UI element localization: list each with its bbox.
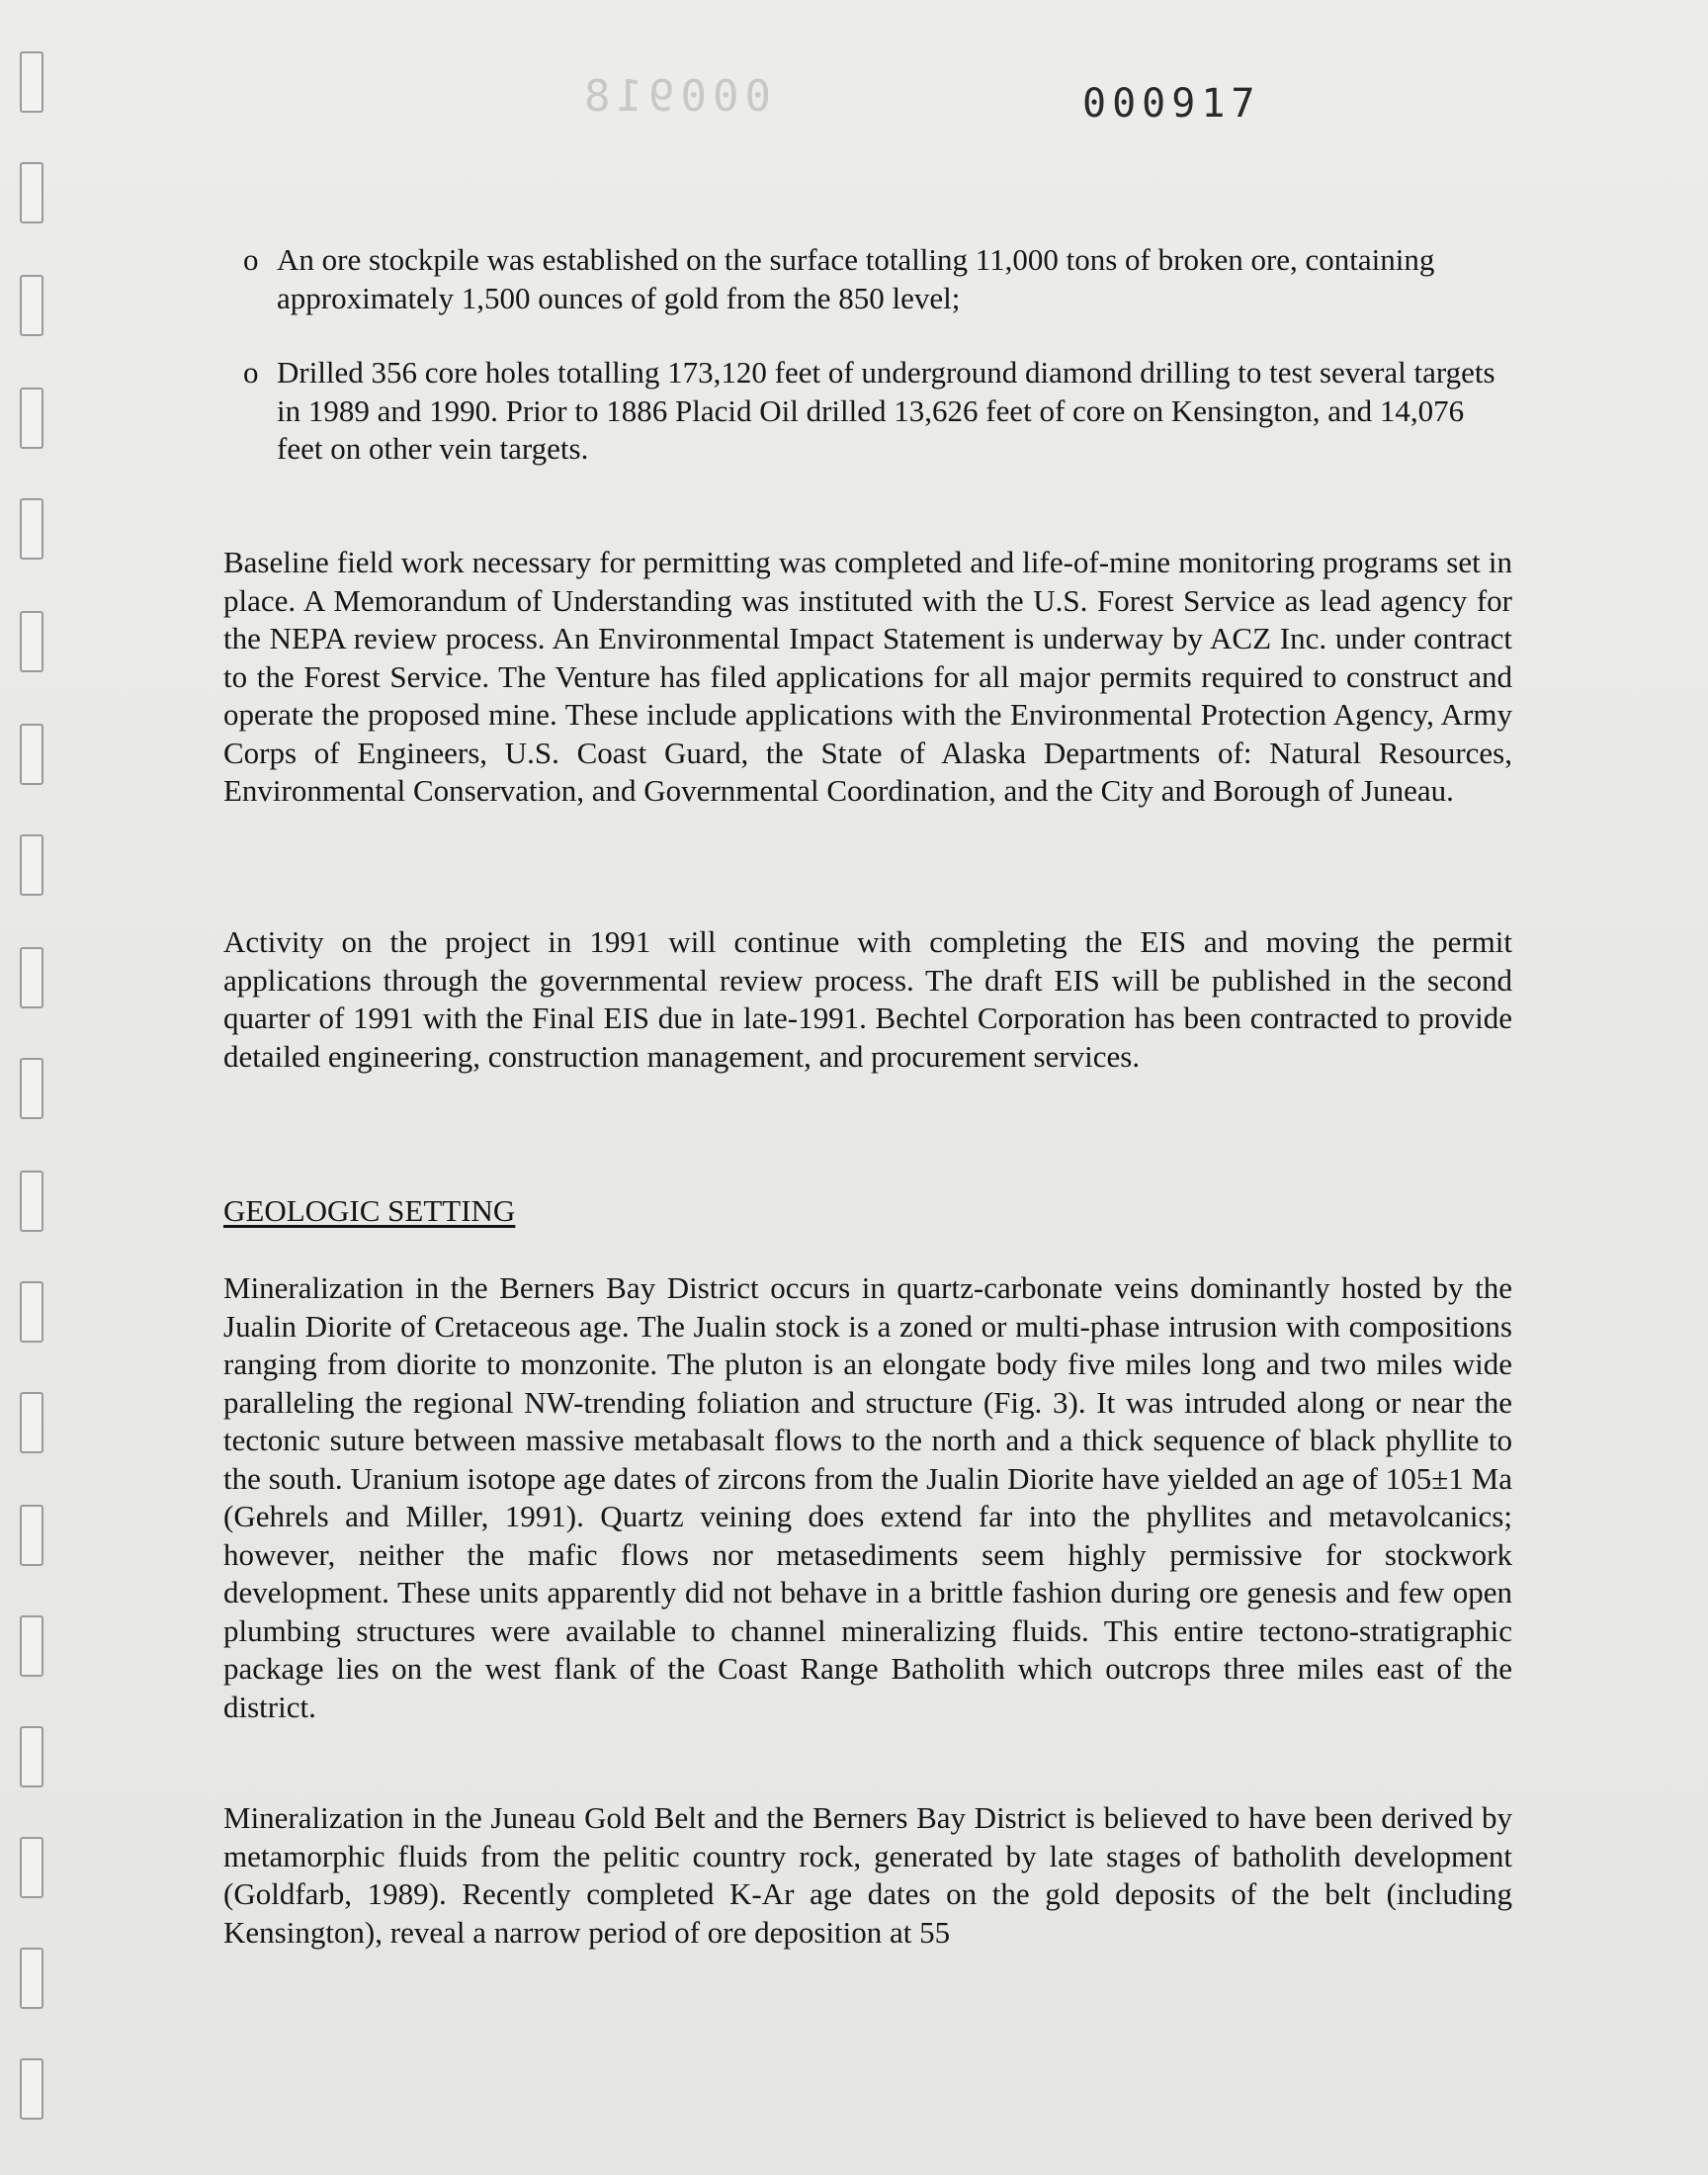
binder-hole [20, 724, 43, 785]
section-heading: GEOLOGIC SETTING [223, 1193, 516, 1228]
bullet-item [233, 241, 1508, 317]
paragraph: Activity on the project in 1991 will continue with completing the EIS and moving the permit applications through the governmental review process. The draft EIS will be published in the second quarter of 1991 with the Final EIS due in late-1991. Bechtel Corporation has been contracted to provide detailed engineering, construction management, and procurement services. [223, 924, 1512, 1074]
paragraph: Baseline field work necessary for permitting was completed and life-of-mine monitoring programs set in place. A Memorandum of Understanding was instituted with the U.S. Forest Service as lead agency for the NEPA review process. An Environmental Impact Statement is underway by ACZ Inc. under contract to the Forest Service. The Venture has filed applications for all major permits required to construct and operate the proposed mine. These include applications with the Environmental Protection Agency, Army Corps of Engineers, U.S. Coast Guard, the State of Alaska Departments of: Natural Resources, Environmental Conservation, and Governmental Coordination, and the City and Borough of Juneau. [223, 545, 1512, 808]
paragraph: Mineralization in the Juneau Gold Belt and the Berners Bay District is believed to have been derived by metamorphic fluids from the pelitic country rock, generated by late stages of batholith development (Goldfarb, 1989). Recently completed K-Ar age dates on the gold deposits of the belt (including Kensington), reveal a narrow period of ore deposition at 55 [223, 1800, 1512, 1950]
bullet-item [233, 354, 1508, 469]
binder-hole [20, 1392, 43, 1453]
binder-hole [20, 388, 43, 449]
binder-hole [20, 498, 43, 560]
binder-hole [20, 162, 43, 223]
page-number: 000917 [1082, 81, 1261, 127]
binder-hole [20, 1171, 43, 1232]
binder-hole [20, 1058, 43, 1119]
bullet-text: Drilled 356 core holes totalling 173,120 feet of underground diamond drilling to test several targets in 1989 and 1990. Prior to 1886 Placid Oil drilled 13,626 feet of core on Kensington, and 14,076 feet on other vein targets. [277, 355, 1495, 466]
binder-hole [20, 1948, 43, 2009]
binder-hole [20, 1615, 43, 1677]
binder-hole [20, 611, 43, 672]
binder-hole [20, 947, 43, 1008]
bullet-text: An ore stockpile was established on the surface totalling 11,000 tons of broken ore, containing approximately 1,500 ounces of gold from the 850 level; [277, 242, 1435, 315]
binder-hole [20, 2058, 43, 2120]
bullet-marker: o [243, 242, 259, 277]
binder-hole [20, 1281, 43, 1343]
binder-holes [20, 51, 49, 2128]
bullet-marker: o [243, 355, 259, 390]
binder-hole [20, 275, 43, 336]
binder-hole [20, 1505, 43, 1566]
binder-hole [20, 51, 43, 113]
binder-hole [20, 1726, 43, 1787]
binder-hole [20, 834, 43, 896]
paragraph: Mineralization in the Berners Bay District occurs in quartz-carbonate veins dominantly hosted by the Jualin Diorite of Cretaceous age. The Jualin stock is a zoned or multi-phase intrusion with compositions ranging from diorite to monzonite. The pluton is an elongate body five miles long and two miles wide paralleling the regional NW-trending foliation and structure (Fig. 3). It was intruded along or near the tectonic suture between massive metabasalt flows to the north and a thick sequence of black phyllite to the south. Uranium isotope age dates of zircons from the Jualin Diorite have yielded an age of 105±1 Ma (Gehrels and Miller, 1991). Quartz veining does extend far into the phyllites and metavolcanics; however, neither the mafic flows nor metasediments seem highly permissive for stockwork development. These units apparently did not behave in a brittle fashion during ore genesis and few open plumbing structures were available to channel mineralizing fluids. This entire tectono-stratigraphic package lies on the west flank of the Coast Range Batholith which outcrops three miles east of the district. [223, 1270, 1512, 1724]
binder-hole [20, 1837, 43, 1898]
bleed-through-page-number: 000918 [578, 71, 771, 122]
